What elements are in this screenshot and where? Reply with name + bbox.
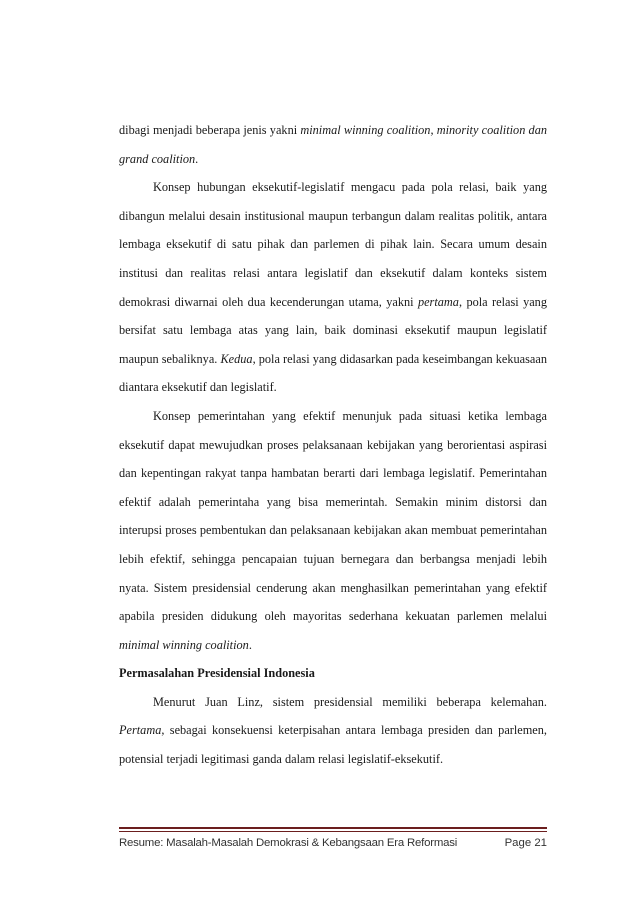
text-run: .: [195, 151, 199, 166]
text-run: Konsep pemerintahan yang efektif menunjuk pada situasi ketika lembaga eksekutif dapat mewujudkan proses pelaksanaan kebijakan yang berorientasi aspirasi dan kepentingan rakyat tanpa hambatan berarti dari lembaga legislatif. Pemerintahan efektif adalah pemerintaha yang bisa memerintah. Semakin minim distorsi dan interupsi proses pembentukan dan pelaksanaan kebijakan akan membuat pemerintahan lebih efektif, sehingga pencapaian tujuan bernegara dan berbangsa menjadi lebih nyata. Sistem presidensial cenderung akan menghasilkan pemerintahan yang efektif apabila presiden didukung oleh mayoritas sederhana kekuatan parlemen melalui: [119, 408, 547, 624]
body-text: [119, 116, 547, 774]
text-run: , sebagai konsekuensi keterpisahan antara lembaga presiden dan parlemen, potensial terjadi legitimasi ganda dalam relasi legislatif-eksekutif.: [119, 723, 547, 767]
italic-run: Pertama: [119, 723, 162, 738]
section-heading: Permasalahan Presidensial Indonesia: [119, 666, 315, 681]
footer-rule: [119, 827, 547, 829]
text-run: .: [248, 637, 252, 652]
text-run: dibagi menjadi beberapa jenis yakni: [119, 123, 301, 137]
page-number: Page 21: [504, 837, 547, 849]
italic-run: Kedua: [220, 351, 253, 366]
paragraph-effective-government: [119, 402, 547, 659]
paragraph-coalition-types: [119, 116, 547, 173]
text-run: , pola relasi yang bersifat satu lembaga atas yang lain, baik dominasi eksekutif maupun legislatif maupun sebaliknya.: [119, 294, 547, 366]
italic-run: minimal winning coalition, minority coalition dan grand coalition: [119, 123, 548, 166]
text-run: , pola relasi yang didasarkan pada keseimbangan kekuasaan diantara eksekutif dan legislatif.: [119, 351, 547, 395]
text-run: Menurut Juan Linz, sistem presidensial memiliki beberapa kelemahan.: [153, 694, 547, 709]
footer-rule-thin: [119, 831, 547, 832]
text-run: Konsep hubungan eksekutif-legislatif mengacu pada pola relasi, baik yang dibangun melalui desain institusional maupun terbangun dalam realitas politik, antara lembaga eksekutif di satu pihak dan parlemen di pihak lain. Secara umum desain institusi dan realitas relasi antara legislatif dan eksekutif dalam konteks sistem demokrasi diwarnai oleh dua kecenderungan utama, yakni: [119, 180, 547, 309]
italic-run: pertama: [417, 294, 459, 309]
paragraph-executive-legislative: [119, 173, 547, 402]
italic-run: minimal winning coalition: [119, 637, 249, 652]
paragraph-juan-linz: [119, 688, 547, 774]
footer-title: Resume: Masalah-Masalah Demokrasi & Kebangsaan Era Reformasi: [119, 837, 458, 849]
